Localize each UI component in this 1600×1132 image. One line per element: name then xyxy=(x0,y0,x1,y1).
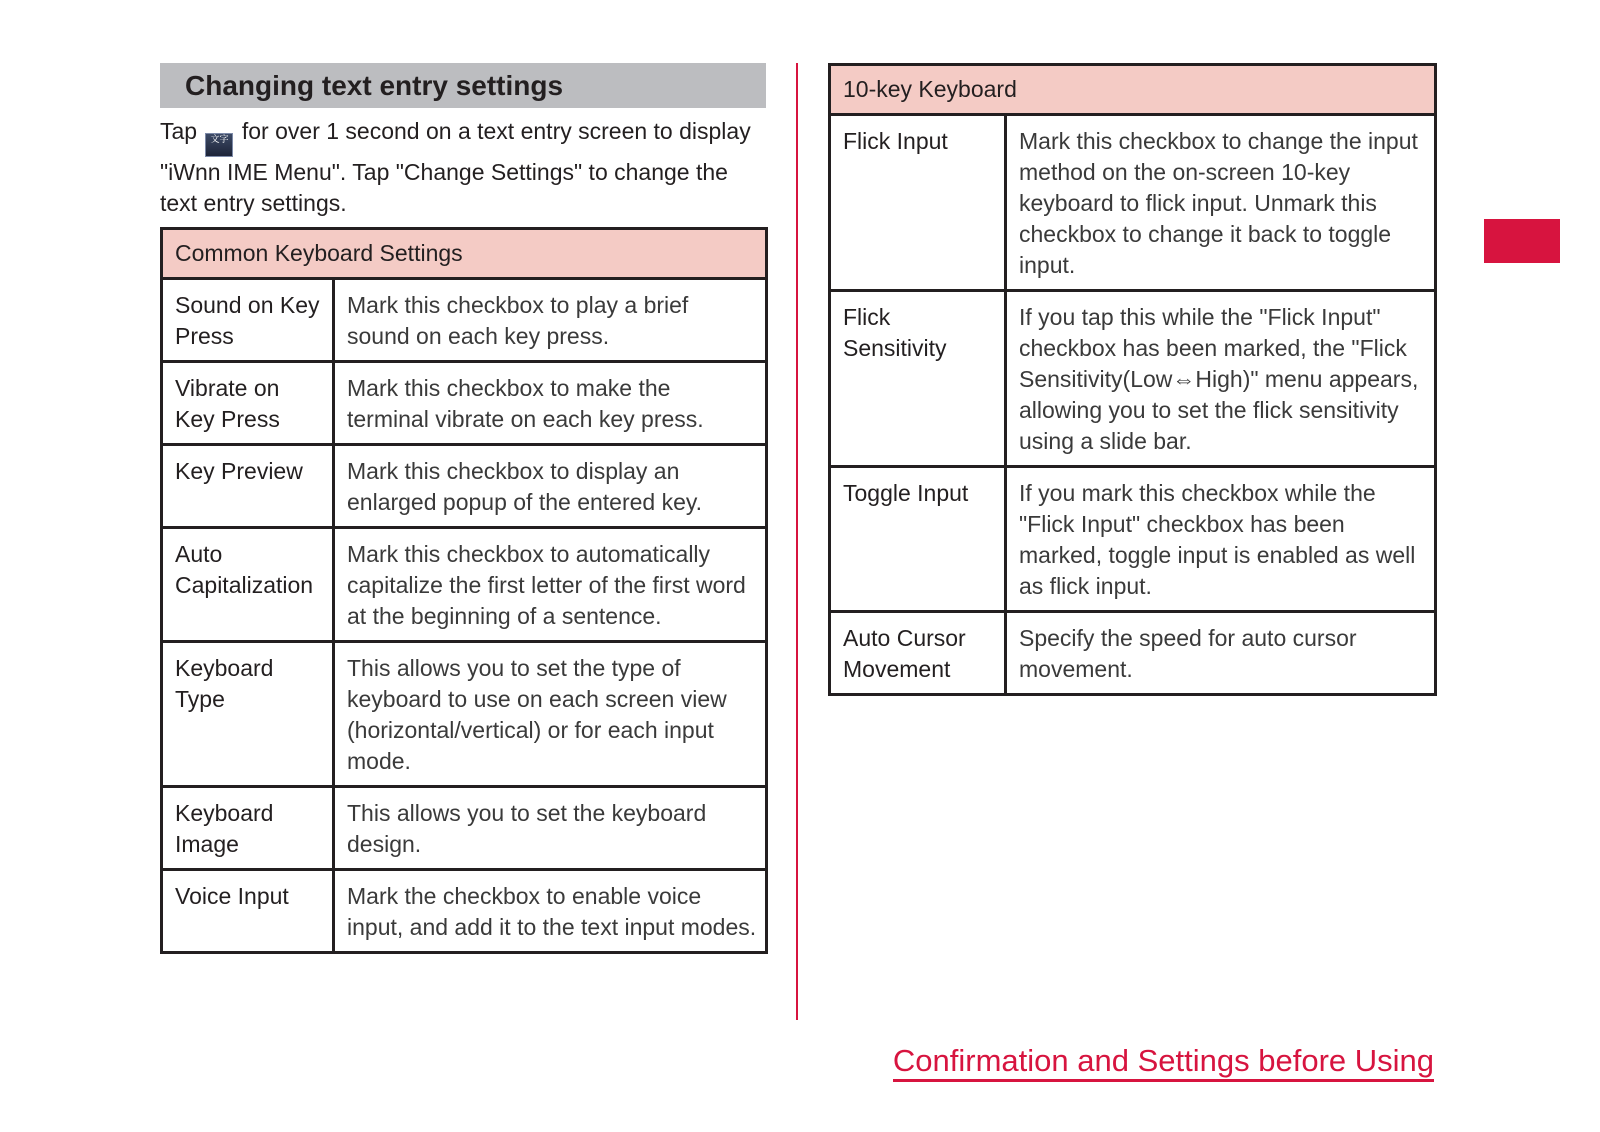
setting-name: Auto Capitalization xyxy=(162,528,334,642)
setting-name: Vibrate on Key Press xyxy=(162,362,334,445)
setting-description: This allows you to set the keyboard design. xyxy=(334,787,767,870)
setting-name: Toggle Input xyxy=(830,467,1006,612)
setting-name: Auto Cursor Movement xyxy=(830,612,1006,695)
intro-text-end: for over 1 second on a text entry screen to display "iWnn IME Menu". Tap "Change Settings" to change the text entry settings. xyxy=(160,118,751,216)
setting-description: Mark this checkbox to play a brief sound on each key press. xyxy=(334,279,767,362)
table-row xyxy=(162,528,767,642)
setting-name: Flick Input xyxy=(830,115,1006,291)
table-header-common: Common Keyboard Settings xyxy=(162,229,767,279)
table-row xyxy=(162,362,767,445)
table-row xyxy=(830,291,1436,467)
chapter-tab-marker xyxy=(1484,219,1560,263)
setting-name: Voice Input xyxy=(162,870,334,953)
setting-description: Mark the checkbox to enable voice input, and add it to the text input modes. xyxy=(334,870,767,953)
table-row xyxy=(162,642,767,787)
setting-name: Key Preview xyxy=(162,445,334,528)
table-row xyxy=(830,115,1436,291)
setting-name: Keyboard Type xyxy=(162,642,334,787)
table-row xyxy=(162,279,767,362)
table-row xyxy=(830,612,1436,695)
setting-name: Keyboard Image xyxy=(162,787,334,870)
intro-text-start: Tap xyxy=(160,118,204,144)
ime-keyboard-icon: 文字 xyxy=(205,133,233,157)
tenkey-keyboard-table xyxy=(828,63,1437,696)
column-divider xyxy=(796,63,798,1020)
table-row xyxy=(162,870,767,953)
intro-paragraph xyxy=(160,116,760,219)
setting-description: Specify the speed for auto cursor movement. xyxy=(1006,612,1436,695)
setting-name: Sound on Key Press xyxy=(162,279,334,362)
table-row xyxy=(162,787,767,870)
table-row xyxy=(162,445,767,528)
setting-description: Mark this checkbox to change the input method on the on-screen 10-key keyboard to flick input. Unmark this checkbox to change it back to toggle input. xyxy=(1006,115,1436,291)
chapter-footer-title: Confirmation and Settings before Using xyxy=(893,1043,1434,1082)
setting-description: Mark this checkbox to automatically capitalize the first letter of the first word at the beginning of a sentence. xyxy=(334,528,767,642)
section-title: Changing text entry settings xyxy=(160,63,766,108)
common-keyboard-settings-table xyxy=(160,227,768,954)
setting-description: Mark this checkbox to make the terminal vibrate on each key press. xyxy=(334,362,767,445)
setting-name: Flick Sensitivity xyxy=(830,291,1006,467)
setting-description: If you tap this while the "Flick Input" checkbox has been marked, the "Flick Sensitivity(Low⇔High)" menu appears, allowing you to set the flick sensitivity using a slide bar. xyxy=(1006,291,1436,467)
setting-description: Mark this checkbox to display an enlarged popup of the entered key. xyxy=(334,445,767,528)
table-header-tenkey: 10-key Keyboard xyxy=(830,65,1436,115)
setting-description: This allows you to set the type of keyboard to use on each screen view (horizontal/vertical) or for each input mode. xyxy=(334,642,767,787)
table-row xyxy=(830,467,1436,612)
setting-description: If you mark this checkbox while the "Flick Input" checkbox has been marked, toggle input is enabled as well as flick input. xyxy=(1006,467,1436,612)
